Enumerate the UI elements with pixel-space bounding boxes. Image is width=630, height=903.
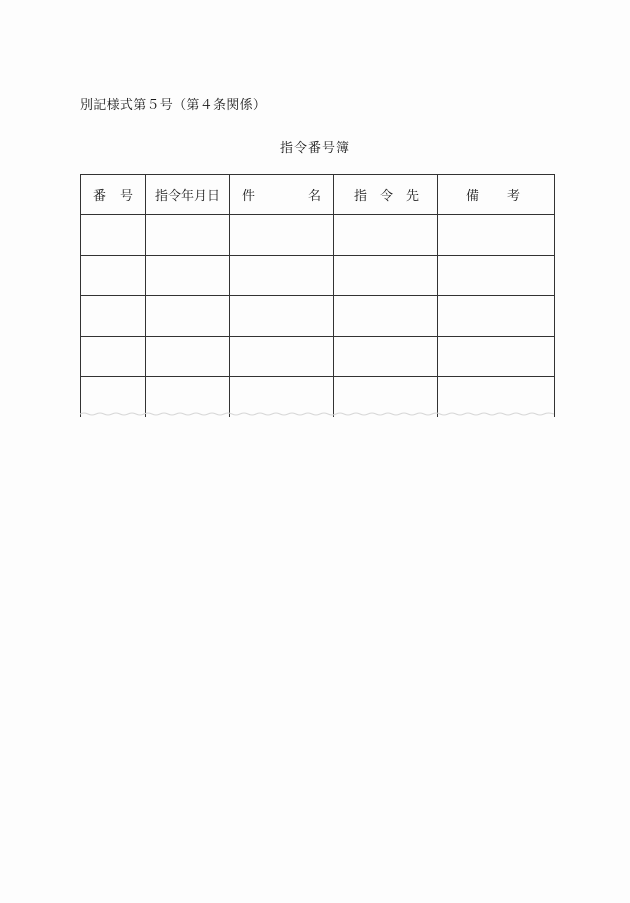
document-title: 指令番号簿 bbox=[279, 141, 350, 156]
header-subject: 件 名 bbox=[230, 175, 334, 215]
table-row bbox=[81, 255, 555, 296]
table-cell-date bbox=[146, 296, 230, 337]
table-cell-case bbox=[230, 255, 334, 296]
table-cell-case bbox=[230, 296, 334, 337]
table-cell-no bbox=[81, 377, 146, 417]
register-table bbox=[80, 174, 555, 417]
table-header-row bbox=[81, 175, 555, 215]
form-number-label: 別記様式第５号（第４条関係） bbox=[80, 98, 267, 113]
table-cell-no bbox=[81, 296, 146, 337]
table-cell-no bbox=[81, 336, 146, 377]
table-cell-date bbox=[146, 377, 230, 417]
table-cell-note bbox=[438, 215, 555, 256]
table-cell-case bbox=[230, 377, 334, 417]
header-addressee: 指 令 先 bbox=[334, 175, 438, 215]
table-cell-dest bbox=[334, 215, 438, 256]
table-cell-note bbox=[438, 377, 555, 417]
table-cell-note bbox=[438, 255, 555, 296]
table-cell-case bbox=[230, 336, 334, 377]
table-cell-date bbox=[146, 215, 230, 256]
table-cell-note bbox=[438, 336, 555, 377]
table-cell-note bbox=[438, 296, 555, 337]
header-remarks: 備 考 bbox=[438, 175, 555, 215]
table-cell-no bbox=[81, 215, 146, 256]
table-cell-date bbox=[146, 336, 230, 377]
table-cell-case bbox=[230, 215, 334, 256]
table-cell-dest bbox=[334, 377, 438, 417]
table-row bbox=[81, 215, 555, 256]
table-row bbox=[81, 296, 555, 337]
torn-edge bbox=[80, 412, 554, 418]
table-row bbox=[81, 377, 555, 417]
register-body bbox=[81, 215, 555, 417]
table-cell-dest bbox=[334, 336, 438, 377]
header-number: 番 号 bbox=[81, 175, 146, 215]
table-cell-dest bbox=[334, 296, 438, 337]
table-cell-date bbox=[146, 255, 230, 296]
header-directive-date: 指令年月日 bbox=[146, 175, 230, 215]
table-cell-no bbox=[81, 255, 146, 296]
table-cell-dest bbox=[334, 255, 438, 296]
table-row bbox=[81, 336, 555, 377]
